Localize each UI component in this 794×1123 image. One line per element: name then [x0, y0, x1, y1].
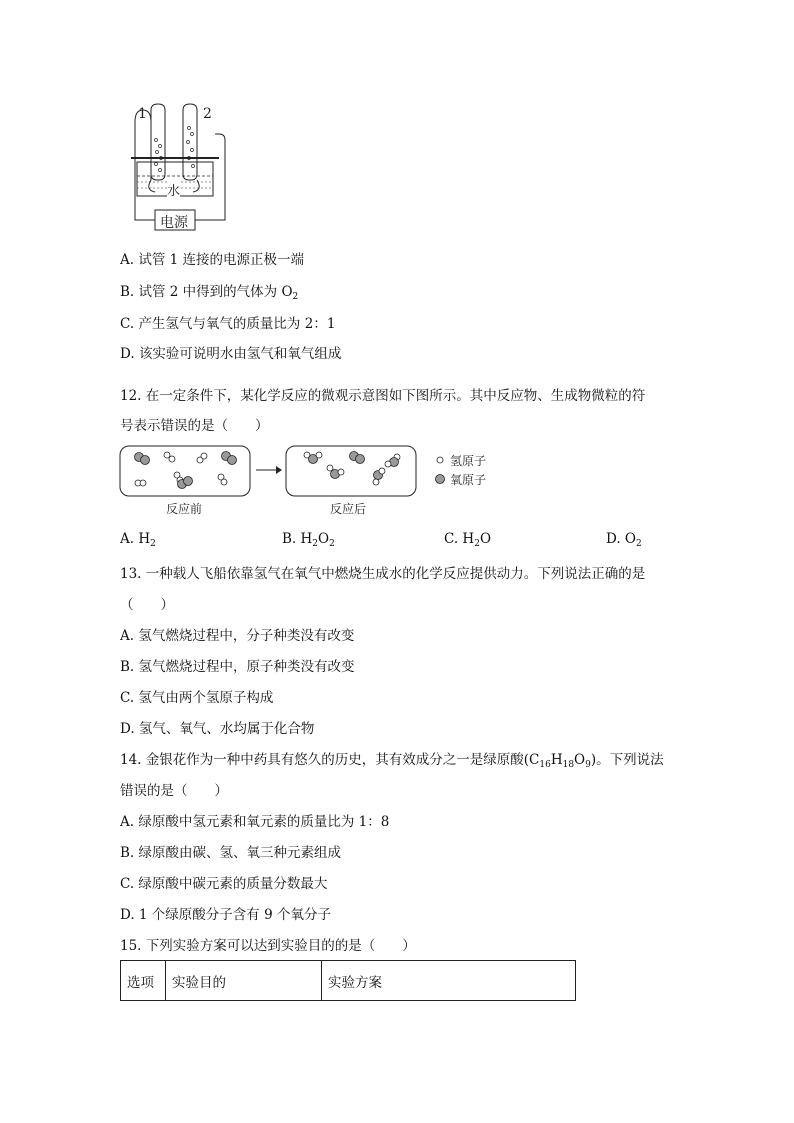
table-header-row [121, 961, 576, 1001]
q14-option-b[interactable]: B. 绿原酸由碳、氢、氧三种元素组成 [120, 845, 342, 861]
q13-option-c[interactable]: C. 氢气由两个氢原子构成 [120, 690, 274, 706]
q14-option-c[interactable]: C. 绿原酸中碳元素的质量分数最大 [120, 876, 328, 892]
q13-stem-line1: 13. 一种载人飞船依靠氢气在氧气中燃烧生成水的化学反应提供动力。下列说法正确的是 [120, 566, 646, 582]
q12-stem-line1: 12. 在一定条件下，某化学反应的微观示意图如下图所示。其中反应物、生成物微粒的符 [120, 388, 646, 404]
table-header-purpose: 实验目的 [166, 961, 322, 1001]
q12-answer-b[interactable]: B. $H_2O_2$ [282, 531, 335, 549]
q14-option-a[interactable]: A. 绿原酸中氢元素和氧元素的质量比为 1：8 [120, 814, 390, 830]
q11-option-c[interactable]: C. 产生氢气与氧气的质量比为 2：1 [120, 316, 336, 332]
q11-option-a[interactable]: A. 试管 1 连接的电源正极一端 [120, 252, 305, 268]
q12-answer-a[interactable]: A. $H_2$ [120, 531, 156, 549]
table-header-option: 选项 [121, 961, 166, 1001]
q12-answer-d[interactable]: D. $O_2$ [606, 531, 642, 549]
q12-answer-c[interactable]: C. $H_2O$ [444, 531, 492, 549]
reaction-micro-diagram [118, 442, 498, 502]
q14-option-d[interactable]: D. 1 个绿原酸分子含有 9 个氧分子 [120, 907, 331, 923]
q13-option-a[interactable]: A. 氢气燃烧过程中，分子种类没有改变 [120, 628, 355, 644]
water-label: 水 [167, 180, 180, 199]
table-header-plan: 实验方案 [322, 961, 576, 1001]
q13-option-d[interactable]: D. 氢气、氧气、水均属于化合物 [120, 721, 315, 737]
legend-hydrogen-label: 氢原子 [450, 454, 487, 468]
legend-oxygen-label: 氧原子 [450, 473, 487, 487]
before-reaction-label: 反应前 [166, 502, 203, 516]
after-reaction-label: 反应后 [330, 502, 367, 516]
power-label: 电源 [160, 215, 188, 231]
tube-1-label: 1 [138, 106, 147, 122]
q14-stem-line1: 14. 金银花作为一种中药具有悠久的历史，其有效成分之一是绿原酸$(C_{16}H_{18}O_9)$。下列说法 [120, 752, 664, 770]
tube-2-label: 2 [203, 106, 212, 122]
q13-option-b[interactable]: B. 氢气燃烧过程中，原子种类没有改变 [120, 659, 355, 675]
q11-option-d[interactable]: D. 该实验可说明水由氢气和氧气组成 [120, 346, 342, 362]
q12-stem-line2: 号表示错误的是（ ） [120, 418, 269, 434]
q13-stem-line2: （ ） [120, 597, 174, 613]
q15-options-table [120, 960, 576, 1001]
q15-stem: 15. 下列实验方案可以达到实验目的的是（ ） [120, 938, 416, 954]
q14-stem-line2: 错误的是（ ） [120, 783, 228, 799]
q11-option-b[interactable]: B. 试管 2 中得到的气体为 $O_2$ [120, 284, 299, 302]
